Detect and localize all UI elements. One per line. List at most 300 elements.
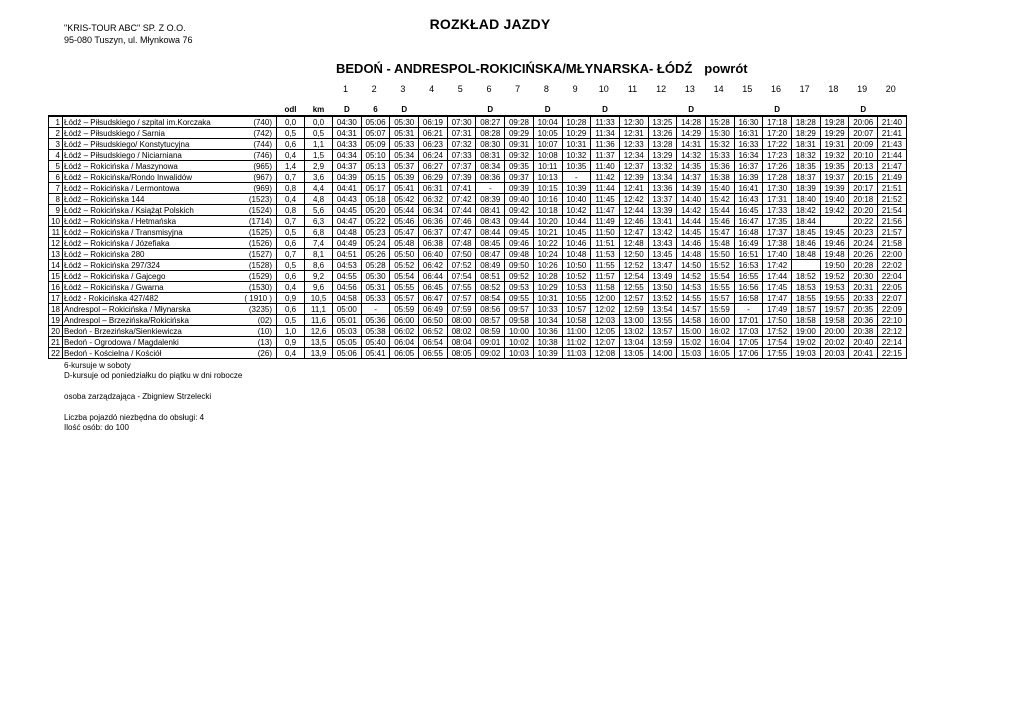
departure-time: 05:06	[333, 348, 362, 359]
departure-time: 08:02	[447, 326, 476, 337]
departure-time: 15:40	[705, 183, 734, 194]
table-row	[49, 337, 907, 348]
departure-time: 07:50	[447, 249, 476, 260]
notes	[64, 361, 242, 433]
departure-time: 06:49	[419, 304, 448, 315]
departure-time: 10:50	[562, 260, 591, 271]
departure-time: 10:20	[533, 216, 562, 227]
departure-time: 06:02	[390, 326, 419, 337]
departure-time: 05:33	[390, 139, 419, 150]
note-persons: Ilość osób: do 100	[64, 423, 129, 432]
departure-time: 06:19	[419, 116, 448, 128]
stop-distance: 0,5	[277, 315, 305, 326]
departure-time: 18:28	[792, 116, 821, 128]
stop-km: 6,3	[305, 216, 333, 227]
departure-time: 13:34	[648, 172, 677, 183]
departure-time: 07:41	[447, 183, 476, 194]
departure-time: 05:52	[390, 260, 419, 271]
departure-time: 05:26	[361, 249, 390, 260]
stop-code: (746)	[241, 150, 277, 161]
departure-time: 17:30	[763, 183, 792, 194]
departure-time: 17:47	[763, 293, 792, 304]
departure-time: 22:07	[878, 293, 907, 304]
departure-time: 09:37	[505, 172, 534, 183]
departure-time: 09:48	[505, 249, 534, 260]
departure-time: 10:46	[562, 238, 591, 249]
departure-time: 19:55	[820, 293, 849, 304]
stop-name: Łódź – Rokicińska / Książąt Polskich	[63, 205, 241, 216]
departure-time: 06:54	[419, 337, 448, 348]
departure-time: 14:35	[677, 161, 706, 172]
departure-time: 17:22	[763, 139, 792, 150]
departure-time: 20:06	[849, 116, 878, 128]
departure-time: 17:35	[763, 216, 792, 227]
course-mark: D	[487, 105, 494, 114]
departure-time: 05:31	[361, 282, 390, 293]
departure-time: 07:31	[447, 128, 476, 139]
departure-time: 22:14	[878, 337, 907, 348]
departure-time: 17:38	[763, 238, 792, 249]
departure-time: 07:48	[447, 238, 476, 249]
departure-time: 05:47	[390, 227, 419, 238]
departure-time: 13:25	[648, 116, 677, 128]
departure-time: 12:54	[619, 271, 648, 282]
departure-time: 15:38	[705, 172, 734, 183]
departure-time: 10:15	[533, 183, 562, 194]
departure-time: 18:42	[792, 205, 821, 216]
departure-time: -	[562, 172, 591, 183]
departure-time: 09:45	[505, 227, 534, 238]
stop-code: (3235)	[241, 304, 277, 315]
course-number: 12	[656, 84, 667, 94]
departure-time: 16:48	[734, 227, 763, 238]
departure-time: 12:48	[619, 238, 648, 249]
departure-time: 09:28	[505, 116, 534, 128]
departure-time: 05:00	[333, 304, 362, 315]
departure-time: 08:41	[476, 205, 505, 216]
departure-time: 06:47	[419, 293, 448, 304]
departure-time: 22:12	[878, 326, 907, 337]
departure-time: 19:29	[820, 128, 849, 139]
departure-time: 21:47	[878, 161, 907, 172]
route-direction: powrót	[704, 61, 748, 76]
departure-time: 18:44	[792, 216, 821, 227]
departure-time: 10:04	[533, 116, 562, 128]
departure-time: 10:39	[533, 348, 562, 359]
departure-time: 10:18	[533, 205, 562, 216]
departure-time: 15:48	[705, 238, 734, 249]
departure-time: 13:55	[648, 315, 677, 326]
departure-time: 14:28	[677, 116, 706, 128]
departure-time: 12:07	[591, 337, 620, 348]
stop-km: 11,6	[305, 315, 333, 326]
departure-time: 05:17	[361, 183, 390, 194]
course-number: 10	[598, 84, 609, 94]
departure-time: 08:36	[476, 172, 505, 183]
departure-time: 16:47	[734, 216, 763, 227]
stop-name: Łódź – Piłsudskiego / szpital im.Korczaka	[63, 116, 241, 128]
course-number: 15	[742, 84, 753, 94]
departure-time: 09:55	[505, 293, 534, 304]
stop-distance: 1,0	[277, 326, 305, 337]
stop-name: Łódź – Rokicińska / Gajcego	[63, 271, 241, 282]
departure-time: 10:45	[562, 227, 591, 238]
departure-time: 12:41	[619, 183, 648, 194]
departure-time: 17:52	[763, 326, 792, 337]
departure-time: -	[476, 183, 505, 194]
stop-km: 13,5	[305, 337, 333, 348]
stop-name: Łódź – Piłsudskiego/ Konstytucyjna	[63, 139, 241, 150]
departure-time: 17:31	[763, 194, 792, 205]
departure-time: 10:22	[533, 238, 562, 249]
course-mark: D	[343, 105, 350, 114]
departure-time: 05:48	[390, 238, 419, 249]
departure-time: 17:05	[734, 337, 763, 348]
departure-time: 08:05	[447, 348, 476, 359]
stop-code: (1523)	[241, 194, 277, 205]
stop-number: 13	[49, 249, 63, 260]
departure-time: 05:01	[333, 315, 362, 326]
stop-distance: 0,5	[277, 260, 305, 271]
stop-km: 10,5	[305, 293, 333, 304]
departure-time: 13:41	[648, 216, 677, 227]
departure-time: 10:34	[533, 315, 562, 326]
departure-time: 15:00	[677, 326, 706, 337]
departure-time: 22:04	[878, 271, 907, 282]
departure-time: 10:13	[533, 172, 562, 183]
stop-km: 4,8	[305, 194, 333, 205]
departure-time: 15:36	[705, 161, 734, 172]
course-number: 2	[371, 84, 377, 94]
departure-time: 05:31	[390, 128, 419, 139]
course-number: 16	[770, 84, 781, 94]
course-number: 18	[828, 84, 839, 94]
departure-time: 10:02	[505, 337, 534, 348]
departure-time: 16:51	[734, 249, 763, 260]
departure-time: 20:02	[820, 337, 849, 348]
departure-time: 11:33	[591, 116, 620, 128]
departure-time	[792, 260, 821, 271]
stop-number: 19	[49, 315, 63, 326]
departure-time: 12:34	[619, 150, 648, 161]
departure-time: 14:57	[677, 304, 706, 315]
departure-time: 18:48	[792, 249, 821, 260]
departure-time: 11:55	[591, 260, 620, 271]
stop-number: 10	[49, 216, 63, 227]
departure-time: 10:35	[562, 161, 591, 172]
departure-time: 06:40	[419, 249, 448, 260]
departure-time: 18:53	[792, 282, 821, 293]
departure-time: 10:55	[562, 293, 591, 304]
departure-time: 10:48	[562, 249, 591, 260]
departure-time: 16:55	[734, 271, 763, 282]
departure-time: 05:59	[390, 304, 419, 315]
stop-code: (1530)	[241, 282, 277, 293]
departure-time: 11:44	[591, 183, 620, 194]
departure-time: 19:02	[792, 337, 821, 348]
departure-time: 05:23	[361, 227, 390, 238]
table-row	[49, 271, 907, 282]
departure-time: 20:23	[849, 227, 878, 238]
departure-time: 17:42	[763, 260, 792, 271]
departure-time: 22:15	[878, 348, 907, 359]
table-row	[49, 205, 907, 216]
course-number: 4	[429, 84, 435, 94]
departure-time: 14:00	[648, 348, 677, 359]
departure-time: 20:15	[849, 172, 878, 183]
departure-time: 07:55	[447, 282, 476, 293]
departure-time: 11:53	[591, 249, 620, 260]
departure-time: 04:39	[333, 172, 362, 183]
departure-time: 22:10	[878, 315, 907, 326]
route-title	[336, 61, 748, 76]
departure-time: 14:53	[677, 282, 706, 293]
departure-time: 13:00	[619, 315, 648, 326]
stop-km: 4,4	[305, 183, 333, 194]
stop-number: 16	[49, 282, 63, 293]
departure-time: 05:24	[361, 238, 390, 249]
table-row	[49, 183, 907, 194]
departure-time: 16:31	[734, 128, 763, 139]
stop-distance: 0,6	[277, 238, 305, 249]
course-mark	[878, 104, 907, 116]
departure-time: 18:37	[792, 172, 821, 183]
departure-time: 12:37	[619, 161, 648, 172]
departure-time: 11:02	[562, 337, 591, 348]
departure-time: 13:59	[648, 337, 677, 348]
departure-time: 18:45	[792, 227, 821, 238]
departure-time: 11:49	[591, 216, 620, 227]
departure-time: 19:58	[820, 315, 849, 326]
course-number: 20	[885, 84, 896, 94]
stop-km: 3,6	[305, 172, 333, 183]
stop-code: (1524)	[241, 205, 277, 216]
departure-time: 11:42	[591, 172, 620, 183]
departure-time: 06:24	[419, 150, 448, 161]
departure-time: 16:00	[705, 315, 734, 326]
departure-time: 13:29	[648, 150, 677, 161]
stop-code: (1528)	[241, 260, 277, 271]
departure-time: 08:51	[476, 271, 505, 282]
departure-time: 13:50	[648, 282, 677, 293]
departure-time: 10:42	[562, 205, 591, 216]
departure-time: 04:34	[333, 150, 362, 161]
departure-time: 17:28	[763, 172, 792, 183]
stop-number: 2	[49, 128, 63, 139]
departure-time: 20:07	[849, 128, 878, 139]
departure-time: 19:57	[820, 304, 849, 315]
stop-number: 17	[49, 293, 63, 304]
table-row	[49, 282, 907, 293]
departure-time: 07:57	[447, 293, 476, 304]
departure-time: 18:57	[792, 304, 821, 315]
departure-time: 21:51	[878, 183, 907, 194]
departure-time: 09:31	[505, 139, 534, 150]
departure-time: 10:24	[533, 249, 562, 260]
departure-time: 07:37	[447, 161, 476, 172]
stop-number: 15	[49, 271, 63, 282]
departure-time: 17:50	[763, 315, 792, 326]
departure-time: 14:31	[677, 139, 706, 150]
stop-name: Bedoń - Kościelna / Kościół	[63, 348, 241, 359]
departure-time: 19:40	[820, 194, 849, 205]
departure-time: 09:35	[505, 161, 534, 172]
departure-time: 18:35	[792, 161, 821, 172]
departure-time: 06:34	[419, 205, 448, 216]
departure-time: 10:28	[533, 271, 562, 282]
departure-time: 10:32	[562, 150, 591, 161]
departure-time: 12:50	[619, 249, 648, 260]
stop-number: 8	[49, 194, 63, 205]
course-number: 14	[713, 84, 724, 94]
departure-time: 10:29	[562, 128, 591, 139]
course-mark: D	[860, 105, 867, 114]
departure-time: 05:22	[361, 216, 390, 227]
stop-name: Łódź – Piłsudskiego / Niciarniana	[63, 150, 241, 161]
departure-time: 19:48	[820, 249, 849, 260]
departure-time: 13:36	[648, 183, 677, 194]
departure-time: 19:32	[820, 150, 849, 161]
departure-time: 17:40	[763, 249, 792, 260]
stop-name: Łódź – Rokicińska / Transmisyjna	[63, 227, 241, 238]
departure-time: 09:44	[505, 216, 534, 227]
course-mark	[447, 104, 476, 116]
departure-time: 15:32	[705, 139, 734, 150]
departure-time: 06:52	[419, 326, 448, 337]
departure-time: 05:28	[361, 260, 390, 271]
stop-km: 9,2	[305, 271, 333, 282]
course-mark	[648, 104, 677, 116]
departure-time: 16:05	[705, 348, 734, 359]
departure-time: 21:41	[878, 128, 907, 139]
departure-time: 13:54	[648, 304, 677, 315]
departure-time: 08:56	[476, 304, 505, 315]
departure-time: 15:46	[705, 216, 734, 227]
departure-time: 19:45	[820, 227, 849, 238]
stop-number: 20	[49, 326, 63, 337]
departure-time: 13:43	[648, 238, 677, 249]
departure-time: 08:27	[476, 116, 505, 128]
departure-time: 15:33	[705, 150, 734, 161]
departure-time: 17:26	[763, 161, 792, 172]
departure-time: 10:31	[562, 139, 591, 150]
course-number: 1	[342, 84, 348, 94]
departure-time: 10:08	[533, 150, 562, 161]
stop-code: (744)	[241, 139, 277, 150]
course-mark	[820, 104, 849, 116]
departure-time: 10:00	[505, 326, 534, 337]
departure-time: 15:03	[677, 348, 706, 359]
departure-time: 14:42	[677, 205, 706, 216]
course-mark: D	[544, 105, 551, 114]
departure-time: 07:52	[447, 260, 476, 271]
departure-time: 15:47	[705, 227, 734, 238]
departure-time: 21:40	[878, 116, 907, 128]
departure-time: 18:58	[792, 315, 821, 326]
departure-time: 20:09	[849, 139, 878, 150]
course-number: 9	[572, 84, 578, 94]
stop-distance: 0,4	[277, 348, 305, 359]
departure-time: 12:39	[619, 172, 648, 183]
stop-code: (1527)	[241, 249, 277, 260]
departure-time: 17:55	[763, 348, 792, 359]
departure-time: 17:01	[734, 315, 763, 326]
stop-code: (26)	[241, 348, 277, 359]
departure-time: 14:50	[677, 260, 706, 271]
timetable	[48, 104, 907, 359]
departure-time: 13:39	[648, 205, 677, 216]
departure-time: 14:44	[677, 216, 706, 227]
departure-time: 20:33	[849, 293, 878, 304]
note-saturday: 6-kursuje w soboty	[64, 361, 131, 370]
stop-distance: 0,7	[277, 216, 305, 227]
departure-time: 05:34	[390, 150, 419, 161]
departure-time: 16:43	[734, 194, 763, 205]
stop-code: (1525)	[241, 227, 277, 238]
departure-time: 12:59	[619, 304, 648, 315]
departure-time: 16:45	[734, 205, 763, 216]
departure-time: 11:47	[591, 205, 620, 216]
departure-time: 17:03	[734, 326, 763, 337]
departure-time: 09:57	[505, 304, 534, 315]
departure-time: 12:42	[619, 194, 648, 205]
departure-time: 14:46	[677, 238, 706, 249]
company-name: "KRIS-TOUR ABC" SP. Z O.O.	[64, 23, 186, 33]
departure-time: 18:55	[792, 293, 821, 304]
table-row	[49, 194, 907, 205]
stop-name: Łódź – Rokicińska / Lermontowa	[63, 183, 241, 194]
departure-time: 19:52	[820, 271, 849, 282]
note-manager: osoba zarządzająca - Zbigniew Strzelecki	[64, 392, 212, 401]
departure-time: 05:46	[390, 216, 419, 227]
course-mark	[562, 104, 591, 116]
stop-km: 11,1	[305, 304, 333, 315]
stop-code: (965)	[241, 161, 277, 172]
course-number: 5	[457, 84, 463, 94]
departure-time: 17:44	[763, 271, 792, 282]
departure-time: 21:52	[878, 194, 907, 205]
stop-name: Łódź – Rokicińska 280	[63, 249, 241, 260]
departure-time: 07:33	[447, 150, 476, 161]
departure-time: 09:50	[505, 260, 534, 271]
departure-time: 06:32	[419, 194, 448, 205]
departure-time: 10:16	[533, 194, 562, 205]
departure-time: 17:20	[763, 128, 792, 139]
departure-time: 05:44	[390, 205, 419, 216]
stop-distance: 0,6	[277, 304, 305, 315]
course-mark: D	[602, 105, 608, 114]
departure-time: 07:59	[447, 304, 476, 315]
departure-time: 09:58	[505, 315, 534, 326]
course-mark	[792, 104, 821, 116]
departure-time: 05:33	[361, 293, 390, 304]
departure-time: 05:09	[361, 139, 390, 150]
course-mark	[619, 104, 648, 116]
stop-distance: 0,4	[277, 150, 305, 161]
stop-km: 9,6	[305, 282, 333, 293]
departure-time: 16:41	[734, 183, 763, 194]
table-row	[49, 326, 907, 337]
company-address: 95-080 Tuszyn, ul. Młynkowa 76	[64, 35, 193, 45]
departure-time: 11:57	[591, 271, 620, 282]
table-row	[49, 216, 907, 227]
stop-number: 5	[49, 161, 63, 172]
departure-time: 22:02	[878, 260, 907, 271]
departure-time: 10:36	[533, 326, 562, 337]
departure-time: 08:43	[476, 216, 505, 227]
departure-time: 10:29	[533, 282, 562, 293]
departure-time: 17:06	[734, 348, 763, 359]
